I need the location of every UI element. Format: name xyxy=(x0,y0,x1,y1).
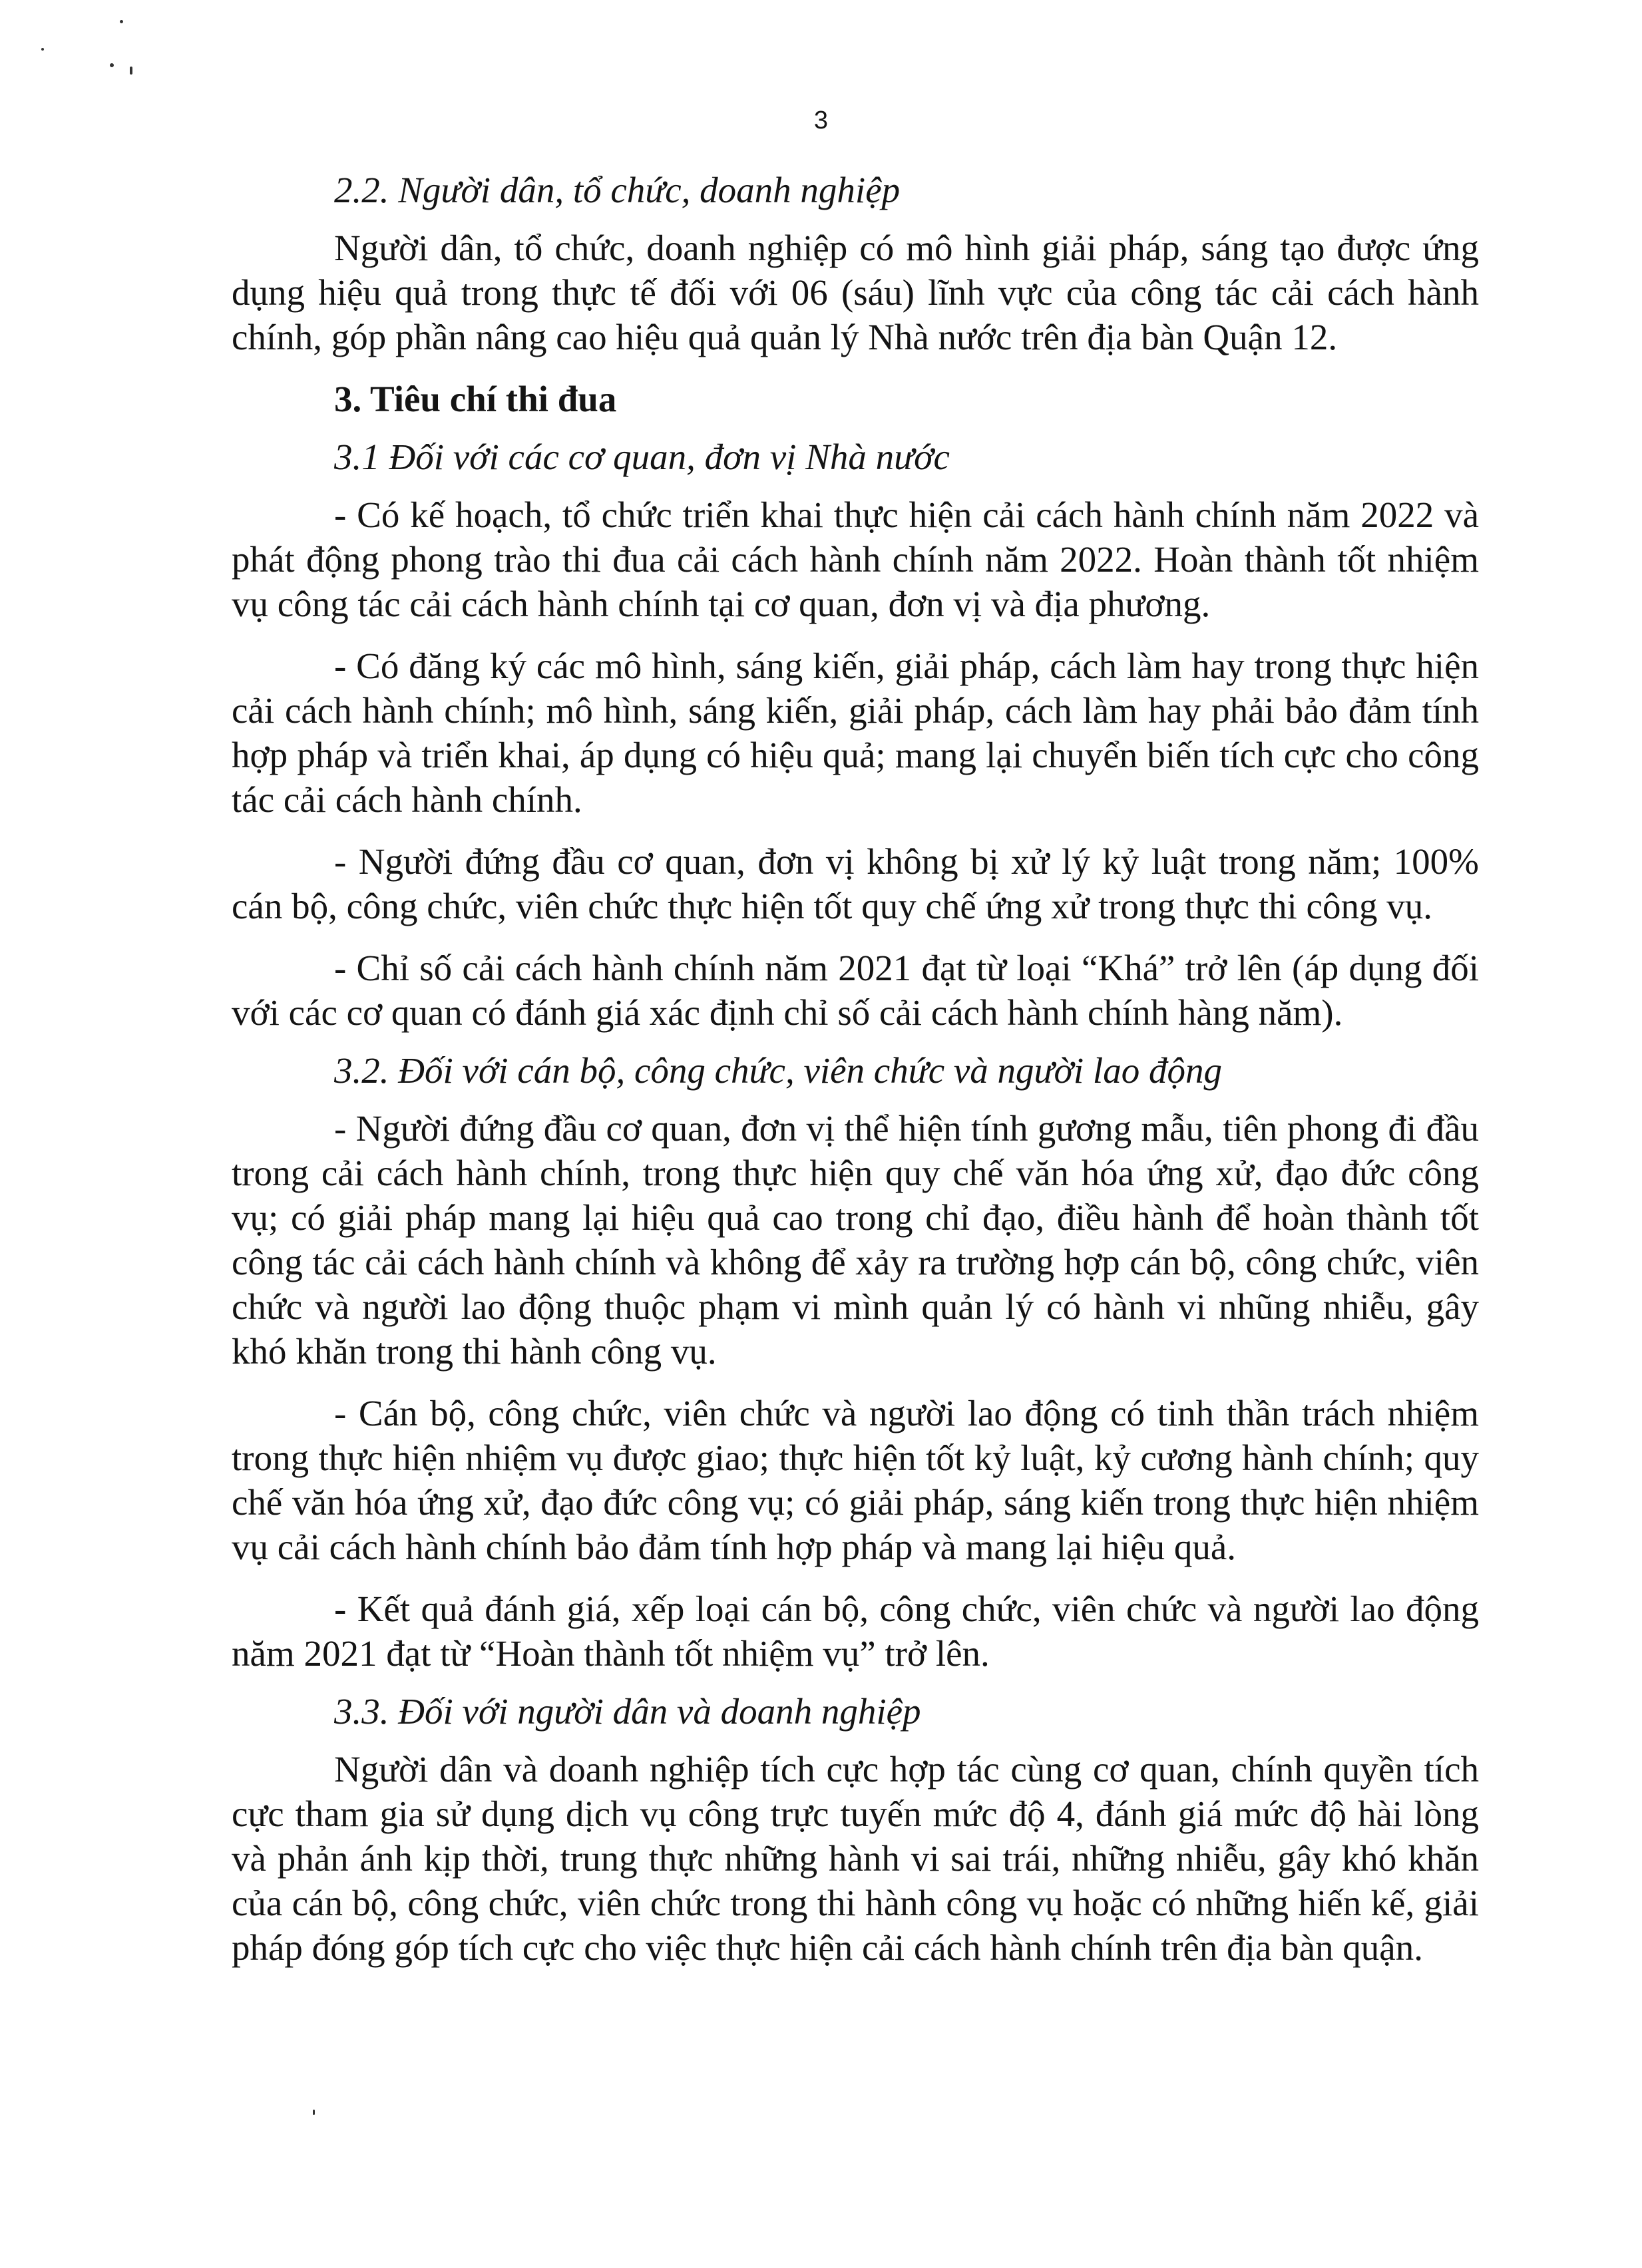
heading-2-2: 2.2. Người dân, tổ chức, doanh nghiệp xyxy=(334,170,901,210)
scan-speck xyxy=(130,67,132,75)
paragraph-staff-responsibility: - Cán bộ, công chức, viên chức và người lao động có tinh thần trách nhiệm trong thực hiện nhiệm vụ được giao; thực hiện tốt kỷ luật, kỷ cương hành chính; quy chế văn hóa ứng xử, đạo đức công vụ; có giải pháp, sáng kiến trong thực hiện nhiệm vụ cải cách hành chính bảo đảm tính hợp pháp và mang lại hiệu quả. xyxy=(232,1393,1479,1567)
scan-speck xyxy=(120,20,123,23)
paragraph-par-index: - Chỉ số cải cách hành chính năm 2021 đạt từ loại “Khá” trở lên (áp dụng đối với các cơ quan có đánh giá xác định chỉ số cải cách hành chính hàng năm). xyxy=(232,948,1479,1033)
heading-3-2: 3.2. Đối với cán bộ, công chức, viên chức và người lao động xyxy=(334,1050,1222,1091)
scan-speck xyxy=(41,48,44,51)
paragraph-head-discipline: - Người đứng đầu cơ quan, đơn vị không bị xử lý kỷ luật trong năm; 100% cán bộ, công chức, viên chức thực hiện tốt quy chế ứng xử trong thực thi công vụ. xyxy=(232,841,1479,926)
scan-speck xyxy=(110,63,114,67)
paragraph-citizens-business: Người dân và doanh nghiệp tích cực hợp tác cùng cơ quan, chính quyền tích cực tham gia sử dụng dịch vụ công trực tuyến mức độ 4, đánh giá mức độ hài lòng và phản ánh kịp thời, trung thực những hành vi sai trái, những nhiễu, gây khó khăn của cán bộ, công chức, viên chức trong thi hành công vụ hoặc có những hiến kế, giải pháp đóng góp tích cực cho việc thực hiện cải cách hành chính trên địa bàn quận. xyxy=(232,1749,1479,1968)
paragraph-plan: - Có kế hoạch, tổ chức triển khai thực hiện cải cách hành chính năm 2022 và phát động phong trào thi đua cải cách hành chính năm 2022. Hoàn thành tốt nhiệm vụ công tác cải cách hành chính tại cơ quan, đơn vị và địa phương. xyxy=(232,494,1479,624)
paragraph-registration: - Có đăng ký các mô hình, sáng kiến, giải pháp, cách làm hay trong thực hiện cải cách hành chính; mô hình, sáng kiến, giải pháp, cách làm hay phải bảo đảm tính hợp pháp và triển khai, áp dụng có hiệu quả; mang lại chuyển biến tích cực cho công tác cải cách hành chính. xyxy=(232,646,1479,820)
paragraph-head-exemplary: - Người đứng đầu cơ quan, đơn vị thể hiện tính gương mẫu, tiên phong đi đầu trong cải cách hành chính, trong thực hiện quy chế văn hóa ứng xử, đạo đức công vụ; có giải pháp mang lại hiệu quả cao trong chỉ đạo, điều hành để hoàn thành tốt công tác cải cách hành chính và không để xảy ra trường hợp cán bộ, công chức, viên chức và người lao động thuộc phạm vi mình quản lý có hành vi nhũng nhiễu, gây khó khăn trong thi hành công vụ. xyxy=(232,1108,1479,1372)
scan-speck xyxy=(313,2110,315,2115)
paragraph-citizens-intro: Người dân, tổ chức, doanh nghiệp có mô hình giải pháp, sáng tạo được ứng dụng hiệu quả trong thực tế đối với 06 (sáu) lĩnh vực của công tác cải cách hành chính, góp phần nâng cao hiệu quả quản lý Nhà nước trên địa bàn Quận 12. xyxy=(232,228,1479,357)
document-body xyxy=(232,168,1479,1970)
page-number: 3 xyxy=(813,106,829,134)
heading-3-criteria: 3. Tiêu chí thi đua xyxy=(334,379,617,419)
paragraph-evaluation: - Kết quả đánh giá, xếp loại cán bộ, công chức, viên chức và người lao động năm 2021 đạt từ “Hoàn thành tốt nhiệm vụ” trở lên. xyxy=(232,1589,1479,1674)
heading-3-1: 3.1 Đối với các cơ quan, đơn vị Nhà nước xyxy=(334,437,950,477)
heading-3-3: 3.3. Đối với người dân và doanh nghiệp xyxy=(334,1691,921,1732)
